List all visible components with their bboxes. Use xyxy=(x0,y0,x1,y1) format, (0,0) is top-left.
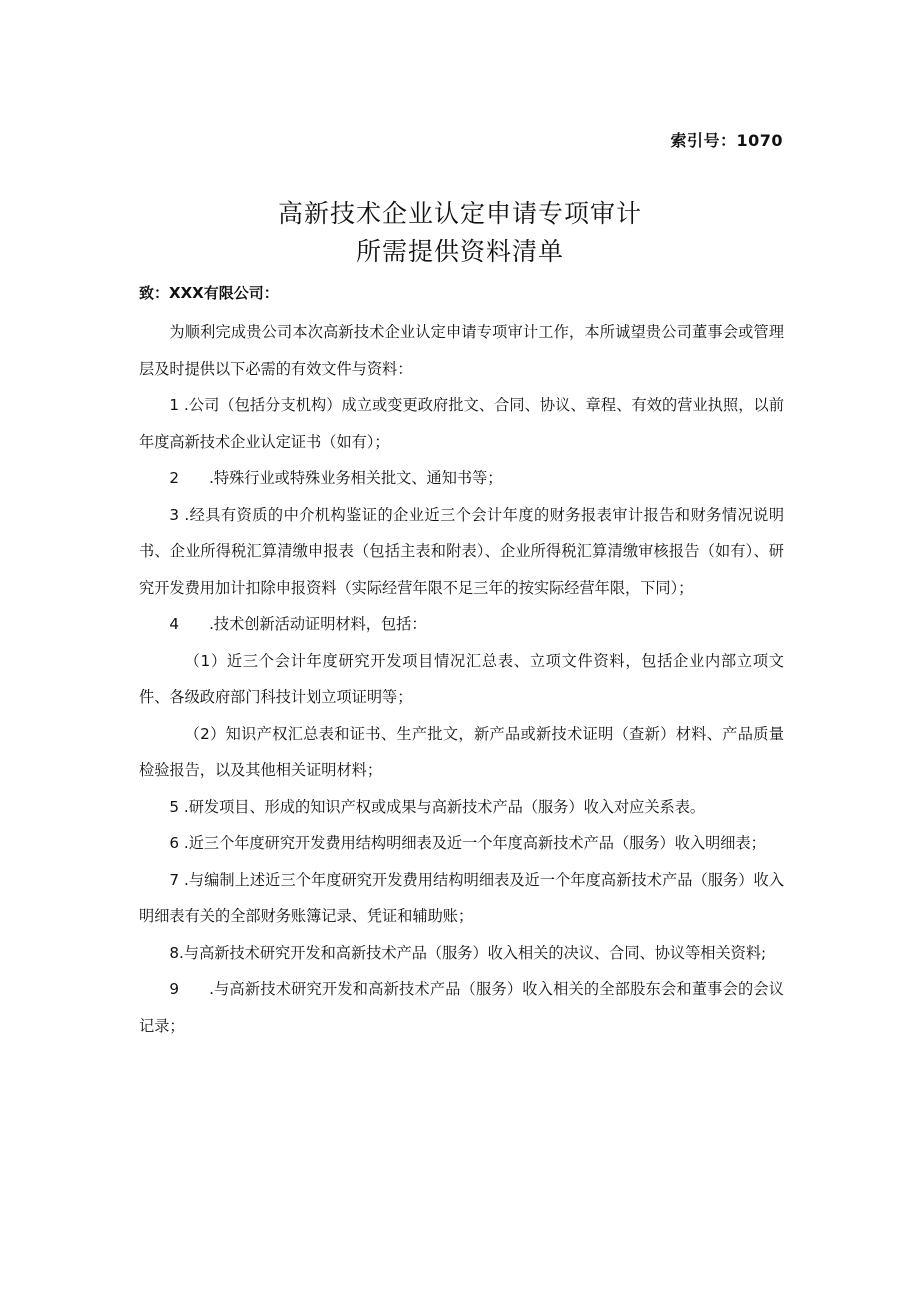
item-number: 8. xyxy=(169,943,184,962)
index-number: 索引号：1070 xyxy=(670,131,783,150)
list-item xyxy=(139,971,784,1044)
list-item xyxy=(139,935,784,972)
item-number: （1） xyxy=(184,651,227,670)
list-item xyxy=(139,789,784,826)
list-item xyxy=(139,862,784,935)
item-text: .研发项目、形成的知识产权或成果与高新技术产品（服务）收入对应关系表。 xyxy=(183,797,706,816)
document-body xyxy=(139,314,784,1044)
sub-list-item xyxy=(139,643,784,716)
item-number: 1 xyxy=(169,396,180,414)
item-text: .公司（包括分支机构）成立或变更政府批文、合同、协议、章程、有效的营业执照，以前年度高新技术企业认定证书（如有）； xyxy=(139,396,785,451)
intro-paragraph: 为顺利完成贵公司本次高新技术企业认定申请专项审计工作，本所诚望贵公司董事会或管理层及时提供以下必需的有效文件与资料： xyxy=(139,323,784,378)
item-text: 与高新技术研究开发和高新技术产品（服务）收入相关的决议、合同、协议等相关资料; xyxy=(183,943,767,962)
item-number: 4 xyxy=(169,615,180,633)
item-number: 7 xyxy=(169,870,180,889)
addressee: 致：XXX有限公司： xyxy=(139,284,279,302)
sub-list-item xyxy=(139,716,784,789)
list-item xyxy=(139,460,784,497)
list-item xyxy=(139,387,784,460)
list-item xyxy=(139,825,784,862)
item-text: .与编制上述近三个年度研究开发费用结构明细表及近一个年度高新技术产品（服务）收入明细表有关的全部财务账簿记录、凭证和辅助账； xyxy=(139,870,785,925)
item-text: .特殊行业或特殊业务相关批文、通知书等； xyxy=(209,469,503,487)
title-line-1: 高新技术企业认定申请专项审计 xyxy=(277,199,642,228)
item-number: 5 xyxy=(169,797,180,816)
item-text: .近三个年度研究开发费用结构明细表及近一个年度高新技术产品（服务）收入明细表； xyxy=(183,834,766,852)
item-number: 2 xyxy=(169,469,180,487)
item-text: .技术创新活动证明材料，包括： xyxy=(209,615,427,633)
item-number: 9 xyxy=(169,980,180,998)
list-item xyxy=(139,606,784,643)
title-line-2: 所需提供资料清单 xyxy=(355,237,564,266)
item-text: 近三个会计年度研究开发项目情况汇总表、立项文件资料，包括企业内部立项文件、各级政府部门科技计划立项证明等； xyxy=(139,651,784,706)
item-text: 知识产权汇总表和证书、生产批文，新产品或新技术证明（查新）材料、产品质量检验报告，以及其他相关证明材料； xyxy=(139,724,785,779)
list-item xyxy=(139,497,784,607)
item-text: .与高新技术研究开发和高新技术产品（服务）收入相关的全部股东会和董事会的会议记录； xyxy=(139,980,784,1035)
item-number: 3 xyxy=(169,505,180,524)
item-text: .经具有资质的中介机构鉴证的企业近三个会计年度的财务报表审计报告和财务情况说明书、企业所得税汇算清缴申报表（包括主表和附表）、企业所得税汇算清缴审核报告（如有）、研究开发费用加计扣除申报资料（实际经营年限不足三年的按实际经营年限，下同）； xyxy=(139,505,785,597)
item-number: （2） xyxy=(184,724,226,743)
item-number: 6 xyxy=(169,834,180,852)
